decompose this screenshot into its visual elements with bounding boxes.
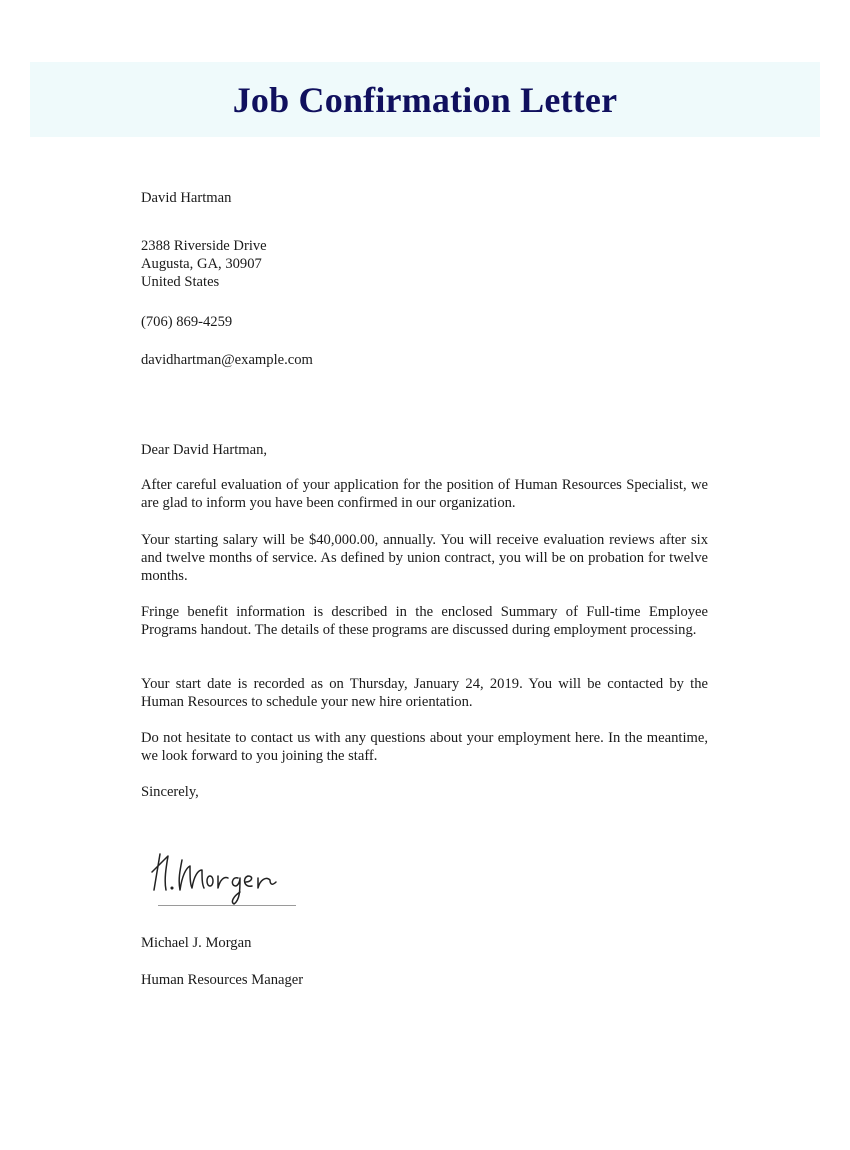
paragraph: Fringe benefit information is described in the enclosed Summary of Full-time Employee Programs handout. The details of these programs are discussed during employment processing. bbox=[141, 604, 708, 638]
paragraph: After careful evaluation of your application for the position of Human Resources Specialist, we are glad to inform you have been confirmed in our organization. bbox=[141, 477, 708, 511]
title-banner bbox=[30, 62, 820, 137]
recipient-address-line: United States bbox=[141, 274, 220, 290]
signature-line bbox=[158, 905, 296, 906]
recipient-phone: (706) 869-4259 bbox=[141, 314, 233, 330]
sender-name: Michael J. Morgan bbox=[141, 935, 252, 951]
paragraph: Your start date is recorded as on Thursday, January 24, 2019. You will be contacted by the Human Resources to schedule your new hire orientation. bbox=[141, 676, 708, 710]
signature-image bbox=[148, 846, 308, 908]
recipient-address-line: 2388 Riverside Drive bbox=[141, 238, 267, 254]
page-title: Job Confirmation Letter bbox=[232, 79, 618, 120]
closing: Sincerely, bbox=[141, 784, 199, 800]
recipient-name: David Hartman bbox=[141, 190, 232, 206]
recipient-address-line: Augusta, GA, 30907 bbox=[141, 256, 262, 272]
paragraph: Do not hesitate to contact us with any questions about your employment here. In the meantime, we look forward to you joining the staff. bbox=[141, 730, 708, 764]
sender-title: Human Resources Manager bbox=[141, 972, 304, 988]
recipient-email: davidhartman@example.com bbox=[141, 352, 313, 368]
paragraph: Your starting salary will be $40,000.00, annually. You will receive evaluation reviews after six and twelve months of service. As defined by union contract, you will be on probation for twelve months. bbox=[141, 532, 708, 584]
salutation: Dear David Hartman, bbox=[141, 442, 268, 458]
